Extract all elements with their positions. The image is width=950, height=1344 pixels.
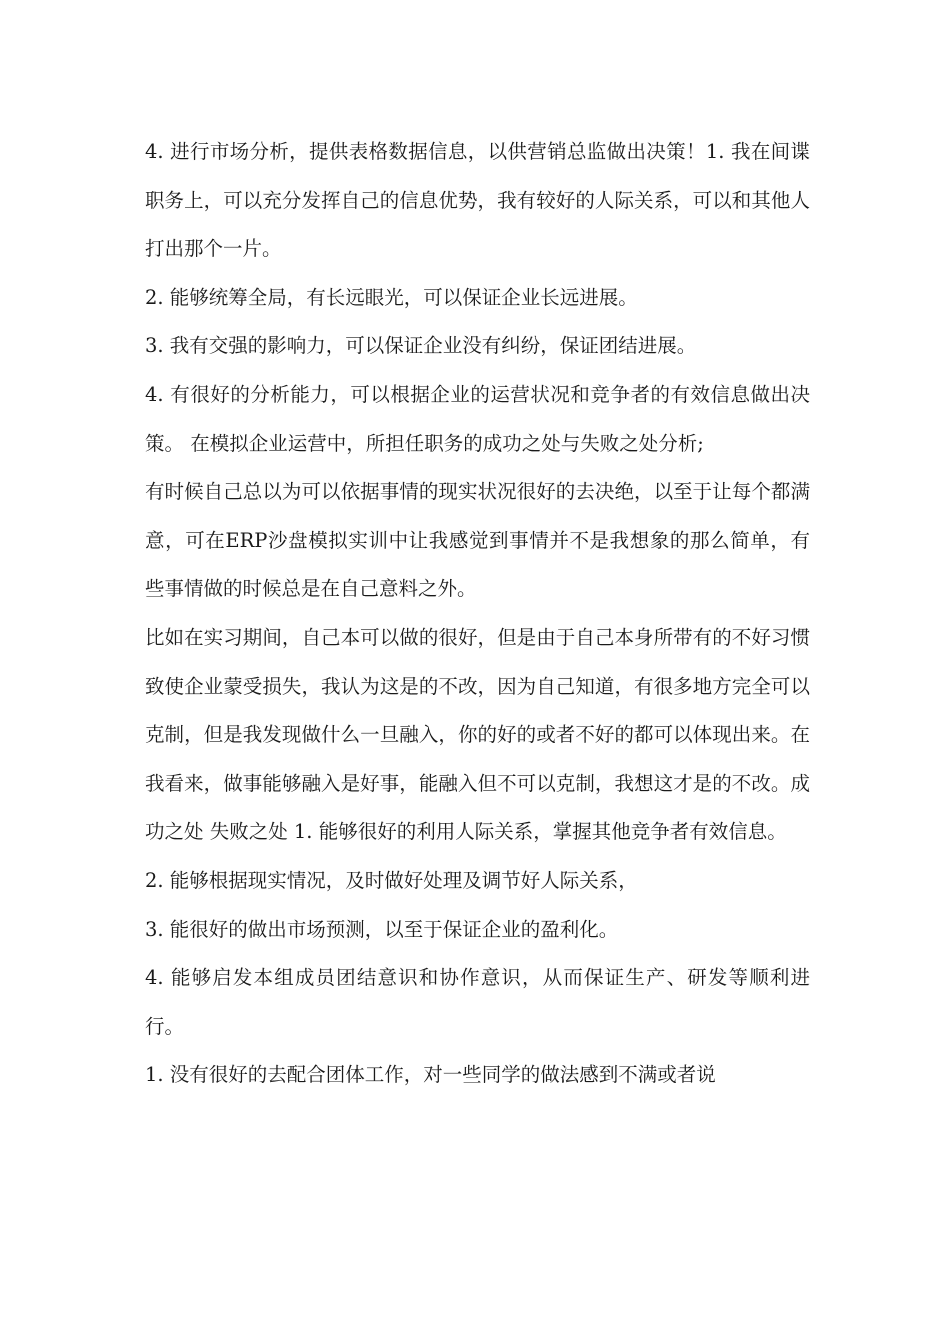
paragraph: 3. 我有交强的影响力，可以保证企业没有纠纷，保证团结进展。: [145, 334, 697, 358]
paragraph: 有时候自己总以为可以依据事情的现实状况很好的去决绝，以至于让每个都满意，可在ERP沙盘模拟实训中让我感觉到事情并不是我想象的那么简单，有些事情做的时候总是在自己意料之外。: [145, 480, 810, 601]
paragraph: 1. 没有很好的去配合团体工作，对一些同学的做法感到不满或者说: [145, 1063, 716, 1087]
paragraph: 4. 进行市场分析，提供表格数据信息，以供营销总监做出决策！1. 我在间谍职务上，可以充分发挥自己的信息优势，我有较好的人际关系，可以和其他人打出那个一片。: [145, 140, 810, 261]
document-body: [145, 128, 810, 1100]
paragraph: 比如在实习期间，自己本可以做的很好，但是由于自己本身所带有的不好习惯致使企业蒙受损失，我认为这是的不改，因为自己知道，有很多地方完全可以克制，但是我发现做什么一旦融入，你的好的或者不好的都可以体现出来。在我看来，做事能够融入是好事，能融入但不可以克制，我想这才是的不改。成功之处 失败之处 1. 能够很好的利用人际关系，掌握其他竞争者有效信息。: [145, 625, 810, 844]
paragraph: 4. 能够启发本组成员团结意识和协作意识，从而保证生产、研发等顺利进行。: [145, 966, 810, 1038]
paragraph: 2. 能够根据现实情况，及时做好处理及调节好人际关系，: [145, 868, 638, 892]
paragraph: 3. 能很好的做出市场预测，以至于保证企业的盈利化。: [145, 917, 619, 941]
paragraph: 2. 能够统筹全局，有长远眼光，可以保证企业长远进展。: [145, 285, 638, 309]
paragraph: 4. 有很好的分析能力，可以根据企业的运营状况和竞争者的有效信息做出决策。 在模拟企业运营中，所担任职务的成功之处与失败之处分析;: [145, 382, 810, 455]
